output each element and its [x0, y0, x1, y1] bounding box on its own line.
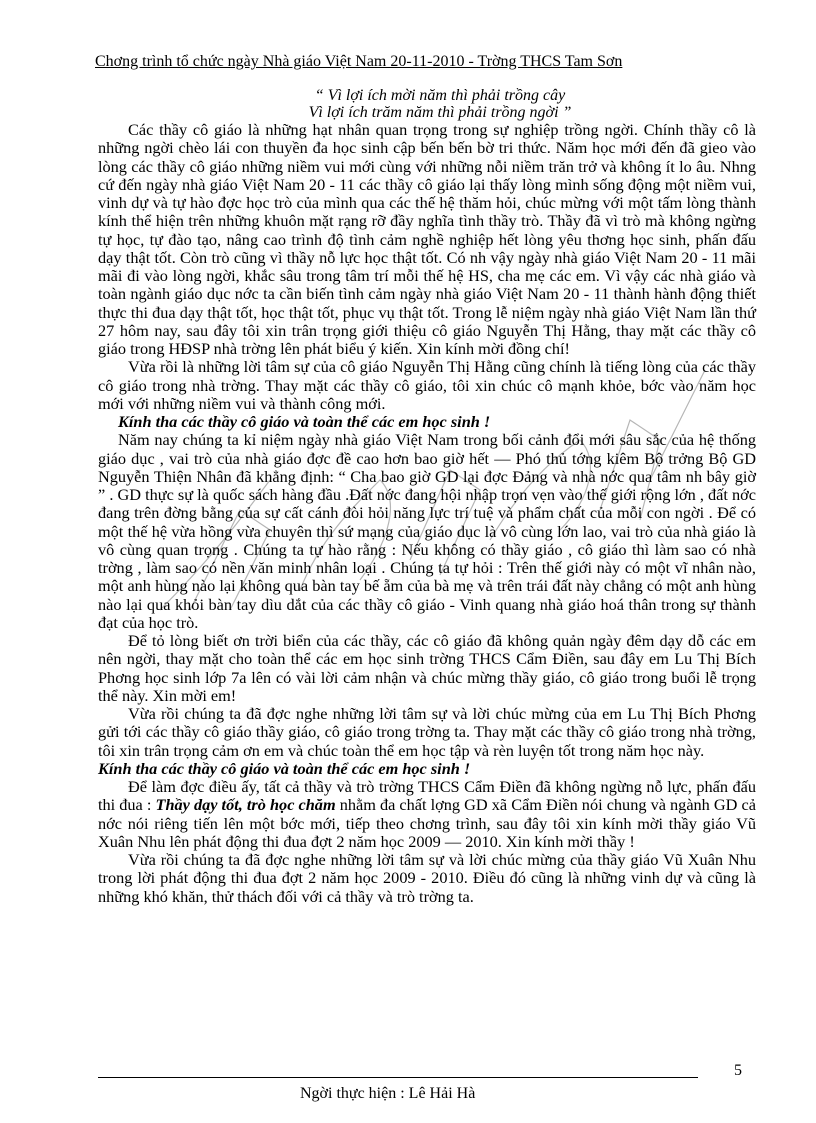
greeting-1: Kính tha các thầy cô giáo và toàn thể các em học sinh !: [118, 412, 491, 431]
paragraph-1: Các thầy cô giáo là những hạt nhân quan trọng trong sự nghiệp trồng ngời. Chính thầy cô là những ngời chèo lái con thuyền đa học sinh cập bến bến bờ tri thức. Năm học mới đến đã gieo vào lòng các thầy cô giáo những niềm vui mới cùng với những nỗi niềm trăn trở và không ít lo âu. Nhng cứ đến ngày nhà giáo Việt Nam 20 - 11 các thầy cô giáo lại thấy lòng mình sống động một niềm vui, vinh dự và tự hào đợc học trò của mình qua các thế hệ thăm hỏi, chúc mừng với một tấm lòng thành kính thể hiện trên những khuôn mặt rạng rỡ đầy nghĩa tình thầy trò. Thầy đã vì trò mà không ngừng tự học, tự đào tạo, nâng cao trình độ tình cảm nghề nghiệp hết lòng yêu thơng học sinh, phấn đấu dạy thật tốt. Còn trò cũng vì thầy nỗ lực học thật tốt. Có nh vậy ngày nhà giáo Việt Nam 20 - 11 mãi mãi đi vào lòng ngời, khắc sâu trong tâm trí mỗi thế hệ HS, cha mẹ các em. Vì vậy các nhà giáo và toàn ngành giáo dục nớc ta cần biến tình cảm ngày nhà giáo Việt Nam 20 - 11 thành hành động thiết thực thi đua dạy thật tốt, học thật tốt, phục vụ thật tốt. Trong lễ niệm ngày nhà giáo Việt Nam lần thứ 27 hôm nay, sau đây tôi xin trân trọng giới thiệu cô giáo Nguyễn Thị Hằng, thay mặt các thầy cô giáo trong HĐSP nhà trờng lên phát biểu ý kiến. Xin kính mời đồng chí!: [98, 120, 756, 358]
paragraph-3: Năm nay chúng ta kỉ niệm ngày nhà giáo Việt Nam trong bối cảnh đổi mới sâu sắc của hệ thống giáo dục , vai trò của nhà giáo đợc đề cao hơn bao giờ hết — Phó thủ tớng kiêm Bộ trởng Bộ GD Nguyễn Thiện Nhân đã khẳng định: “ Cha bao giờ GD lại đợc Đảng và nhà nớc qua tâm nh bây giờ ” . GD thực sự là quốc sách hàng đầu .Đất nớc đang hội nhập trọn vẹn vào thế giới rộng lớn , đất nớc đang trên đờng bằng của sự cất cánh đòi hỏi năng lực trí tuệ và phẩm chất của mỗi con ngời . Để có một thế hệ vừa hồng vừa chuyên thì sứ mạng của giáo dục là vô cùng lớn lao, vai trò của nhà giáo là vô cùng quan trọng . Chúng ta tự hào rằng : Nếu không có thầy giáo , cô giáo thì làm sao có nhà trờng , làm sao có nền văn minh nhân loại . Chúng ta tự hỏi : Trên thế giới này có một vĩ nhân nào, một anh hùng nào lại không qua bàn tay bế ẵm của bà mẹ và trên trái đất này chẳng có một anh hùng nào lại qua khỏi bàn tay dìu dắt của các thầy cô giáo - Vinh quang nhà giáo hoá thân trong sự thành đạt của học trò.: [98, 430, 756, 632]
page-footer: Ngời thực hiện : Lê Hải Hà: [300, 1085, 476, 1102]
paragraph-6-end: nhằm đa chất lợng GD xã Cẩm Điền nói chung và ngành GD cả nớc nói riêng tiến lên một bớc mới, tiếp theo chơng trình, sau đây tôi xin kính mời thầy giáo Vũ Xuân Nhu lên phát động thi đua đợt 2 năm học 2009 — 2010. Xin kính mời thầy !: [98, 795, 756, 851]
epigraph: [250, 87, 630, 121]
page-header: Chơng trình tổ chức ngày Nhà giáo Việt Nam 20-11-2010 - Trờng THCS Tam Sơn: [95, 53, 623, 70]
paragraph-4: Để tỏ lòng biết ơn trời biển của các thầy, các cô giáo đã không quản ngày đêm dạy dỗ các em nên ngời, thay mặt cho toàn thể các em học sinh trờng THCS Cẩm Điền, sau đây em Lu Thị Bích Phơng học sinh lớp 7a lên có vài lời cảm nhận và chúc mừng thầy giáo, cô giáo trong buổi lễ trọng thể này. Xin mời em!: [98, 631, 756, 705]
paragraph-5: Vừa rồi chúng ta đã đợc nghe những lời tâm sự và lời chúc mừng của em Lu Thị Bích Phơng gửi tới các thầy cô giáo thầy giáo, cô giáo trong trờng ta. Thay mặt các thầy cô giáo trong nhà trờng, tôi xin trân trọng cảm ơn em và chúc toàn thể em học tập và rèn luyện tốt trong năm học này.: [98, 704, 756, 760]
paragraph-2: Vừa rồi là những lời tâm sự của cô giáo Nguyễn Thị Hằng cũng chính là tiếng lòng của các thầy cô giáo trong nhà trờng. Thay mặt các thầy cô giáo, tôi xin chúc cô mạnh khỏe, bớc vào năm học mới với những niềm vui và thành công mới.: [98, 357, 756, 413]
paragraph-6-start: Để làm đợc điều ấy, tất cả thầy và trò trờng THCS Cẩm Điền đã không ngừng nỗ lực, phấn đấu thi đua :: [98, 777, 756, 815]
greeting-2: Kính tha các thầy cô giáo và toàn thể các em học sinh !: [98, 758, 471, 778]
document-body: [98, 121, 756, 906]
paragraph-6: [98, 778, 756, 851]
motto: Thầy dạy tốt, trò học chăm: [155, 795, 336, 815]
paragraph-7: Vừa rồi chúng ta đã đợc nghe những lời tâm sự và lời chúc mừng của thầy giáo Vũ Xuân Nhu trong lời phát động thi đua đợt 2 năm học 2009 - 2010. Điều đó cũng là những vinh dự và cũng là những khó khăn, thử thách đối với cả thầy và trò trờng ta.: [98, 850, 756, 906]
epigraph-line-2: Vì lợi ích trăm năm thì phải trồng ngời ”: [308, 104, 572, 121]
footer-divider: [98, 1077, 698, 1078]
epigraph-line-1: “ Vì lợi ích mời năm thì phải trồng cây: [314, 87, 566, 104]
page-number: 5: [734, 1062, 742, 1079]
